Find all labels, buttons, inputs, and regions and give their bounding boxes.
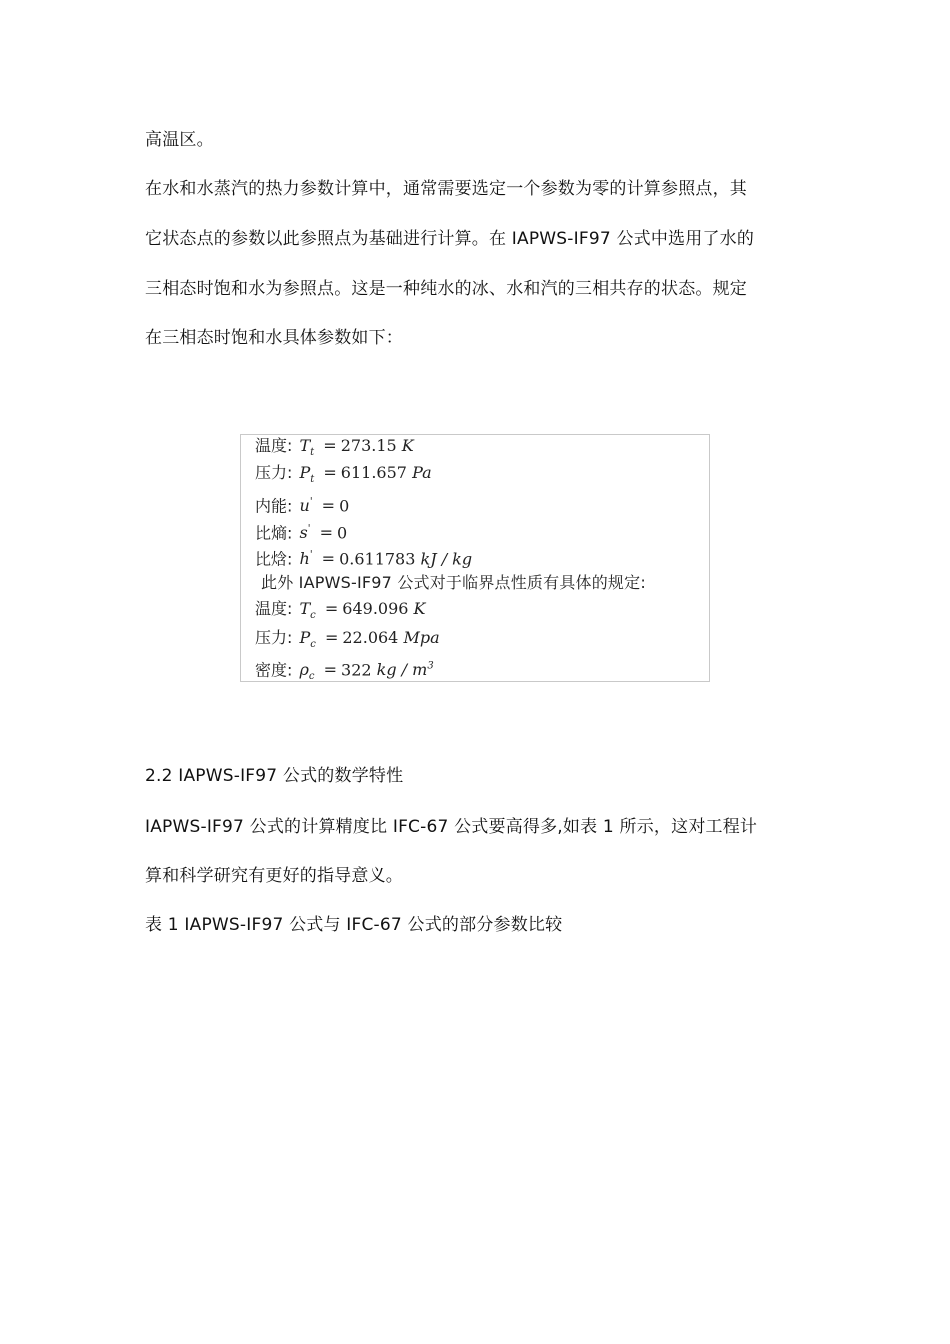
critical-point-note: 此外 IAPWS-IF97 公式对于临界点性质有具体的规定: <box>261 573 646 592</box>
row-label: 比焓: <box>255 549 293 569</box>
table-caption: 表 1 IAPWS-IF97 公式与 IFC-67 公式的部分参数比较 <box>145 915 563 935</box>
row-value: 0 <box>339 496 350 516</box>
row-unit: Mpa <box>403 628 440 647</box>
row-unit: K <box>401 436 414 455</box>
row-value: 322 <box>341 660 372 680</box>
triple-enthalpy-row: 比焓: h' = 0.611783 kJ / kg <box>255 549 473 569</box>
row-unit: kg / $m^3$ <box>376 660 434 680</box>
row-unit: K <box>413 599 426 618</box>
row-label: 比熵: <box>255 523 293 543</box>
symbol: $P_t$ <box>299 463 315 486</box>
paragraph-line-1: 在水和水蒸汽的热力参数计算中，通常需要选定一个参数为零的计算参照点，其 <box>145 179 747 199</box>
row-value: 0 <box>336 523 348 543</box>
section-paragraph-line-1: IAPWS-IF97 公式的计算精度比 IFC-67 公式要高得多,如表 1 所示，这对工程计 <box>145 817 758 837</box>
triple-internal-energy-row: 内能: u' = 0 <box>255 496 350 516</box>
critical-pressure-row: 压力: $P_c = 22.064$ Mpa <box>255 628 440 651</box>
row-unit: Pa <box>412 463 432 482</box>
row-value: 611.657 <box>340 463 407 482</box>
triple-critical-point-figure <box>240 434 710 682</box>
paragraph-top: 高温区。 <box>145 130 214 150</box>
row-value: 273.15 <box>340 436 397 455</box>
row-label: 压力: <box>255 628 293 647</box>
symbol: $P_c$ <box>299 628 316 651</box>
symbol: $T_c$ <box>299 599 316 622</box>
row-value: 0.611783 <box>339 549 416 569</box>
symbol: s' <box>299 523 311 543</box>
symbol: u' <box>299 496 313 516</box>
row-unit: kJ / kg <box>420 549 473 569</box>
row-label: 温度: <box>255 599 293 618</box>
row-value: 649.096 <box>342 599 409 618</box>
triple-pressure-row: 压力: $P_t = 611.657$ Pa <box>255 463 432 486</box>
symbol: $\rho_c$ <box>299 660 315 682</box>
row-label: 压力: <box>255 463 293 482</box>
row-label: 密度: <box>255 660 293 680</box>
row-value: 22.064 <box>342 628 399 647</box>
paragraph-line-3: 三相态时饱和水为参照点。这是一种纯水的冰、水和汽的三相共存的状态。规定 <box>145 279 747 299</box>
row-label: 内能: <box>255 496 293 516</box>
section-paragraph-line-2: 算和科学研究有更好的指导意义。 <box>145 866 403 886</box>
section-heading: 2.2 IAPWS-IF97 公式的数学特性 <box>145 766 404 786</box>
symbol: h' <box>299 549 313 569</box>
row-label: 温度: <box>255 436 293 455</box>
paragraph-line-2: 它状态点的参数以此参照点为基础进行计算。在 IAPWS-IF97 公式中选用了水的 <box>145 229 755 249</box>
critical-density-row: 密度: $\rho_c = 322$ kg / $m^3$ <box>255 660 434 682</box>
triple-entropy-row: 比熵: s' = 0 <box>255 523 348 543</box>
triple-temperature-row: 温度: $T_t = 273.15$ K <box>255 436 414 459</box>
symbol: $T_t$ <box>299 436 315 459</box>
paragraph-line-4: 在三相态时饱和水具体参数如下： <box>145 328 403 348</box>
critical-temperature-row: 温度: $T_c = 649.096$ K <box>255 599 426 622</box>
